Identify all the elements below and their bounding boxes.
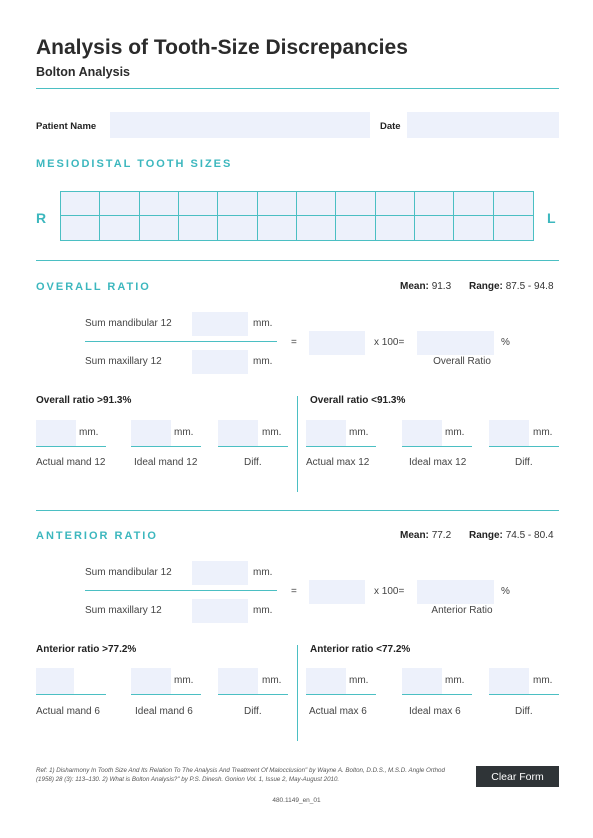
anterior-actual-max-underline [306, 694, 376, 695]
overall-mean [400, 281, 451, 292]
overall-ideal-mand-underline [131, 446, 201, 447]
tooth-size-cell[interactable] [415, 216, 454, 240]
overall-fraction-line [85, 341, 277, 342]
tooth-size-cell[interactable] [100, 192, 139, 216]
tooth-size-cell[interactable] [494, 192, 533, 216]
anterior-ideal-mand-label: Ideal mand 6 [135, 706, 193, 717]
tooth-size-cell[interactable] [100, 216, 139, 240]
left-side-letter: L [547, 210, 556, 226]
anterior-actual-mand-input[interactable] [36, 668, 74, 694]
anterior-heading: ANTERIOR RATIO [36, 530, 158, 542]
anterior-ideal-mand-underline [131, 694, 201, 695]
anterior-column-divider [297, 645, 298, 741]
overall-times100: x 100= [374, 337, 405, 348]
overall-range [469, 281, 554, 292]
tooth-size-cell[interactable] [179, 192, 218, 216]
anterior-mean-value: 77.2 [431, 530, 452, 541]
anterior-sum-mand-unit: mm. [253, 567, 273, 578]
anterior-ideal-max-label: Ideal max 6 [409, 706, 461, 717]
tooth-size-cell[interactable] [61, 216, 100, 240]
overall-range-label: Range: [469, 281, 503, 292]
overall-sum-mand-input[interactable] [192, 312, 248, 336]
overall-ideal-max-input[interactable] [402, 420, 442, 446]
mesiodistal-divider [36, 260, 559, 261]
anterior-mean-label: Mean: [400, 530, 429, 541]
anterior-range-value: 74.5 - 80.4 [505, 530, 554, 541]
date-input[interactable] [407, 112, 559, 138]
overall-heading: OVERALL RATIO [36, 281, 151, 293]
mesiodistal-heading: MESIODISTAL TOOTH SIZES [36, 158, 233, 170]
anterior-actual-mand-label: Actual mand 6 [36, 706, 100, 717]
anterior-ratio-label: Anterior Ratio [431, 605, 493, 616]
anterior-ideal-max-input[interactable] [402, 668, 442, 694]
anterior-percent: % [501, 586, 510, 597]
tooth-size-cell[interactable] [336, 216, 375, 240]
overall-ideal-max-unit: mm. [445, 427, 465, 438]
right-side-letter: R [36, 210, 47, 226]
overall-actual-max-underline [306, 446, 376, 447]
overall-percent: % [501, 337, 510, 348]
anterior-ideal-mand-unit: mm. [174, 675, 194, 686]
tooth-size-cell[interactable] [494, 216, 533, 240]
anterior-diff-left-label: Diff. [244, 706, 262, 717]
overall-ideal-max-label: Ideal max 12 [409, 457, 467, 468]
anterior-ideal-mand-input[interactable] [131, 668, 171, 694]
anterior-sum-max-unit: mm. [253, 605, 273, 616]
patient-name-input[interactable] [110, 112, 370, 138]
reference-text: Ref: 1) Disharmony In Tooth Size And Its Relation To The Analysis And Treatment Of Malocclusion" by Wayne A. Bolton, D.D.S., M.S.D. Angle Orthod (1958) 28 (3): 113–130. 2) What is Bolton Analysis?" by P.S. Dinesh. Gonion Vol. 1, Issue 2, May-August 2010. [36, 767, 445, 783]
tooth-size-cell[interactable] [258, 216, 297, 240]
overall-actual-max-unit: mm. [349, 427, 369, 438]
overall-diff-left-unit: mm. [262, 427, 282, 438]
overall-diff-right-label: Diff. [515, 457, 533, 468]
anterior-sum-mand-label: Sum mandibular 12 [85, 567, 172, 578]
tooth-size-cell[interactable] [140, 192, 179, 216]
tooth-size-cell[interactable] [454, 216, 493, 240]
overall-sum-max-unit: mm. [253, 356, 273, 367]
anterior-diff-left-input[interactable] [218, 668, 258, 694]
anterior-ratio-input[interactable] [417, 580, 494, 604]
anterior-diff-right-input[interactable] [489, 668, 529, 694]
anterior-sum-mand-input[interactable] [192, 561, 248, 585]
overall-mean-label: Mean: [400, 281, 429, 292]
tooth-size-cell[interactable] [336, 192, 375, 216]
tooth-size-cell[interactable] [179, 216, 218, 240]
anterior-actual-max-input[interactable] [306, 668, 346, 694]
date-label: Date [380, 121, 401, 132]
overall-actual-mand-underline [36, 446, 106, 447]
anterior-actual-max-unit: mm. [349, 675, 369, 686]
overall-diff-left-underline [218, 446, 288, 447]
anterior-diff-left-unit: mm. [262, 675, 282, 686]
tooth-size-cell[interactable] [376, 192, 415, 216]
anterior-fraction-line [85, 590, 277, 591]
overall-column-divider [297, 396, 298, 492]
tooth-size-cell[interactable] [61, 192, 100, 216]
overall-diff-left-label: Diff. [244, 457, 262, 468]
anterior-sum-max-label: Sum maxillary 12 [85, 605, 162, 616]
overall-actual-mand-unit: mm. [79, 427, 99, 438]
anterior-actual-max-label: Actual max 6 [309, 706, 367, 717]
anterior-times100: x 100= [374, 586, 405, 597]
document-code: 480.1149_en_01 [272, 797, 321, 804]
overall-ideal-mand-label: Ideal mand 12 [134, 457, 198, 468]
tooth-size-cell[interactable] [218, 192, 257, 216]
anterior-diff-right-unit: mm. [533, 675, 553, 686]
tooth-size-cell[interactable] [140, 216, 179, 240]
anterior-ideal-max-unit: mm. [445, 675, 465, 686]
overall-diff-left-input[interactable] [218, 420, 258, 446]
overall-left-heading: Overall ratio >91.3% [36, 395, 132, 406]
overall-divider [36, 510, 559, 511]
overall-ratio-label: Overall Ratio [433, 356, 491, 367]
anterior-diff-left-underline [218, 694, 288, 695]
tooth-size-cell[interactable] [376, 216, 415, 240]
overall-ideal-mand-unit: mm. [174, 427, 194, 438]
header-divider [36, 88, 559, 89]
tooth-size-grid [60, 191, 534, 241]
anterior-left-heading: Anterior ratio >77.2% [36, 644, 137, 655]
patient-name-label: Patient Name [36, 121, 97, 132]
overall-sum-max-label: Sum maxillary 12 [85, 356, 162, 367]
anterior-range [469, 530, 554, 541]
tooth-size-cell[interactable] [218, 216, 257, 240]
overall-diff-right-input[interactable] [489, 420, 529, 446]
anterior-equals: = [291, 586, 297, 597]
overall-sum-mand-unit: mm. [253, 318, 273, 329]
overall-quotient-input[interactable] [309, 331, 365, 355]
anterior-right-heading: Anterior ratio <77.2% [310, 644, 411, 655]
anterior-diff-right-underline [489, 694, 559, 695]
anterior-ideal-max-underline [402, 694, 472, 695]
tooth-size-cell[interactable] [297, 216, 336, 240]
overall-diff-right-underline [489, 446, 559, 447]
overall-actual-max-input[interactable] [306, 420, 346, 446]
page-subtitle: Bolton Analysis [36, 65, 130, 79]
tooth-size-cell[interactable] [258, 192, 297, 216]
anterior-actual-mand-underline [36, 694, 106, 695]
overall-ideal-max-underline [402, 446, 472, 447]
overall-ratio-input[interactable] [417, 331, 494, 355]
anterior-range-label: Range: [469, 530, 503, 541]
tooth-size-cell[interactable] [415, 192, 454, 216]
overall-diff-right-unit: mm. [533, 427, 553, 438]
anterior-sum-max-input[interactable] [192, 599, 248, 623]
overall-actual-mand-input[interactable] [36, 420, 76, 446]
overall-range-value: 87.5 - 94.8 [505, 281, 554, 292]
overall-right-heading: Overall ratio <91.3% [310, 395, 406, 406]
page-title: Analysis of Tooth-Size Discrepancies [36, 36, 408, 59]
overall-sum-max-input[interactable] [192, 350, 248, 374]
tooth-size-cell[interactable] [454, 192, 493, 216]
overall-actual-mand-label: Actual mand 12 [36, 457, 106, 468]
overall-mean-value: 91.3 [431, 281, 452, 292]
overall-ideal-mand-input[interactable] [131, 420, 171, 446]
anterior-diff-right-label: Diff. [515, 706, 533, 717]
clear-form-button[interactable]: Clear Form [476, 766, 559, 787]
tooth-size-cell[interactable] [297, 192, 336, 216]
overall-equals: = [291, 337, 297, 348]
anterior-quotient-input[interactable] [309, 580, 365, 604]
overall-sum-mand-label: Sum mandibular 12 [85, 318, 172, 329]
anterior-mean [400, 530, 451, 541]
overall-actual-max-label: Actual max 12 [306, 457, 370, 468]
